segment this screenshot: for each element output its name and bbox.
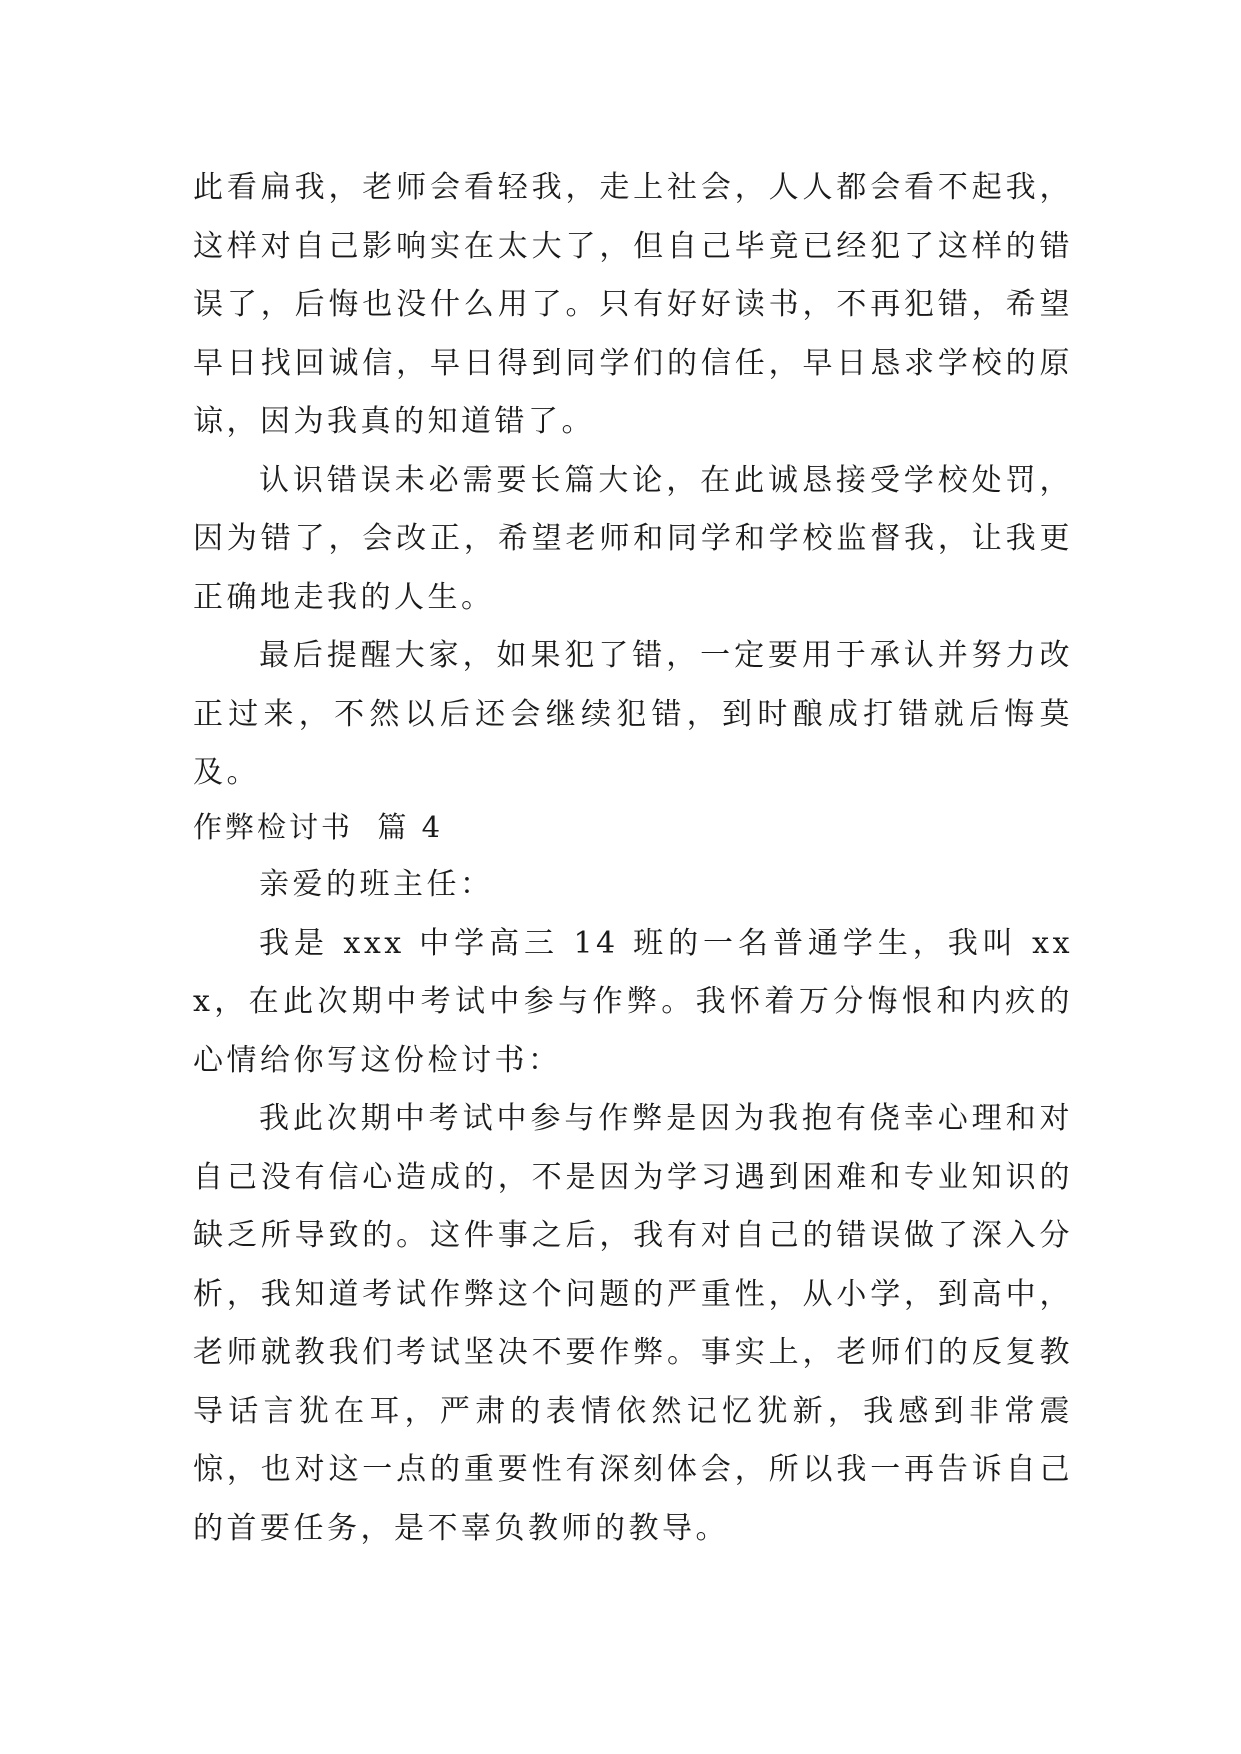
section-4-block	[193, 798, 1073, 1558]
paragraph-reminder: 最后提醒大家，如果犯了错，一定要用于承认并努力改正过来，不然以后还会继续犯错，到时酿成打错就后悔莫及。	[193, 638, 1073, 790]
section-heading: 作弊检讨书 篇 4	[193, 810, 444, 844]
paragraph-continued: 此看扁我，老师会看轻我，走上社会，人人都会看不起我，这样对自己影响实在太大了，但自己毕竟已经犯了这样的错误了，后悔也没什么用了。只有好好读书，不再犯错，希望早日找回诚信，早日得到同学们的信任，早日恳求学校的原谅，因为我真的知道错了。	[193, 170, 1073, 439]
paragraph-reason: 我此次期中考试中参与作弊是因为我抱有侥幸心理和对自己没有信心造成的，不是因为学习遇到困难和专业知识的缺乏所导致的。这件事之后，我有对自己的错误做了深入分析，我知道考试作弊这个问题的严重性，从小学，到高中，老师就教我们考试坚决不要作弊。事实上，老师们的反复教导话言犹在耳，严肃的表情依然记忆犹新，我感到非常震惊，也对这一点的重要性有深刻体会，所以我一再告诉自己的首要任务，是不辜负教师的教导。	[193, 1101, 1073, 1546]
continued-text-block	[193, 159, 1073, 803]
salutation: 亲爱的班主任：	[259, 867, 494, 902]
paragraph-intro: 我是 xxx 中学高三 14 班的一名普通学生，我叫 xxx，在此次期中考试中参与作弊。我怀着万分悔恨和内疚的心情给你写这份检讨书：	[193, 925, 1073, 1078]
paragraph-acknowledge: 认识错误未必需要长篇大论，在此诚恳接受学校处罚，因为错了，会改正，希望老师和同学和学校监督我，让我更正确地走我的人生。	[193, 462, 1073, 615]
